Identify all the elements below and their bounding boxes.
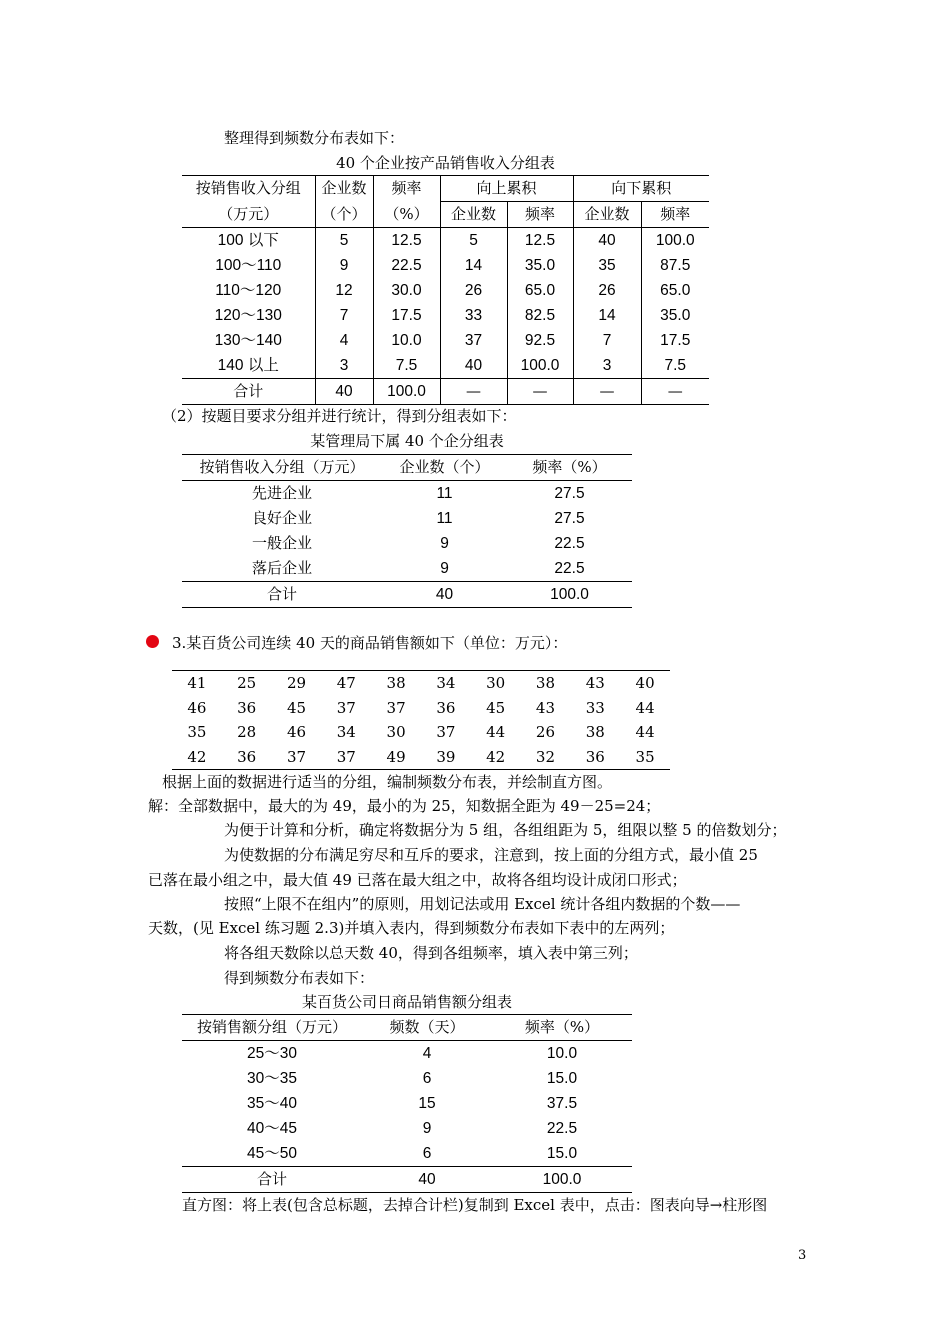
cell: 42 [486,747,506,766]
table2-total-row [182,582,632,608]
cell: 37 [440,328,507,353]
cell: 11 [436,485,453,502]
cell: 44 [635,698,655,717]
cell: 15.0 [546,1070,578,1087]
cell: 9 [315,253,373,278]
cell: 45～50 [247,1145,297,1162]
header-count-l2: （个） [315,202,373,228]
histogram-instruction: 直方图：将上表(包含总标题，去掉合计栏)复制到 Excel 表中，点击：图表向导→柱形图 [182,1196,768,1214]
cell: 45 [286,698,307,717]
cell: 46 [187,698,207,717]
sales-data-table [172,670,670,770]
cell: 29 [286,674,307,692]
cell: 38 [386,674,406,692]
table-row [182,303,709,328]
cell: 一般企业 [251,534,312,552]
cell: 44 [635,723,655,742]
table1-total-row [182,379,709,405]
cell: 37 [336,747,356,766]
cell: 37 [436,723,456,742]
cell: 92.5 [507,328,573,353]
daily-sales-group-table [182,1014,632,1193]
table2-header-row [182,455,632,481]
bullet-dot-icon [146,635,159,648]
cell: 12 [315,278,373,303]
table-row [182,328,709,353]
cell: 落后企业 [251,559,312,577]
cell: 6 [422,1145,432,1162]
table-row [182,278,709,303]
cell: 14 [440,253,507,278]
cell: 30 [486,674,506,692]
cell: 30.0 [373,278,440,303]
cell: 36 [585,747,605,766]
header-freq-l1: 频率 [373,176,440,202]
cell: 25 [237,674,257,692]
cell: 37 [336,698,356,717]
cell: 22.5 [373,253,440,278]
table1-header-row-1 [182,176,709,202]
cell: 36 [436,698,456,717]
cell: 12.5 [507,228,573,254]
cell: 7.5 [641,353,709,379]
cell: 37.5 [546,1095,578,1112]
table-row [182,228,709,254]
cell: 39 [436,747,456,766]
cell: 3 [573,353,641,379]
cell: 30 [386,723,406,742]
cell: 37 [386,698,406,717]
cell: 26 [535,723,556,742]
cell: 40～45 [247,1120,297,1137]
table4-total-row [182,1167,632,1193]
header-count-l1: 企业数 [315,176,373,202]
cell: 45 [486,698,506,717]
paragraph-counting-1: 按照“上限不在组内”的原则，用划记法或用 Excel 统计各组内数据的个数—— [224,895,741,913]
cell: 130～140 [214,332,282,349]
cell: 34 [436,674,456,692]
header-down-cumulative: 向下累积 [573,176,709,202]
table-row [182,353,709,379]
table-row [182,1141,632,1167]
cell: 4 [422,1045,432,1062]
cell: 7 [315,303,373,328]
paragraph-result: 得到频数分布表如下： [224,969,375,987]
cell: 38 [535,674,556,692]
cell: 34 [336,723,356,742]
cell: 36 [237,747,257,766]
table-row [182,253,709,278]
cell: 35 [573,253,641,278]
header-group-l1: 按销售收入分组 [195,179,301,198]
cell: 40 [362,1167,492,1193]
cell: 7.5 [373,353,440,379]
cell: 120～130 [214,307,282,324]
table4-title: 某百货公司日商品销售额分组表 [301,993,512,1011]
cell: 40 [573,228,641,254]
cell: 22.5 [554,535,585,552]
cell: 40 [315,379,373,405]
paragraph-frequency: 将各组天数除以总天数 40，得到各组频率，填入表中第三列； [224,944,638,962]
cell: — [641,379,709,405]
cell: 33 [440,303,507,328]
header-cell: 频率（%） [492,1015,632,1041]
table2-title: 某管理局下属 40 个企分组表 [310,432,504,450]
intro-line: 整理得到频数分布表如下： [224,129,405,147]
header-up-cumulative: 向上累积 [440,176,573,202]
cell: 32 [535,747,556,766]
cell: 36 [237,698,257,717]
table-row [182,1116,632,1141]
cell: 9 [440,535,449,552]
header-cell: 按销售额分组（万元） [182,1015,362,1041]
cell: 15 [418,1095,436,1112]
paragraph-closed-form-2: 已落在最小组之中，最大值 49 已落在最大组之中，故将各组均设计成闭口形式； [148,871,687,889]
header-down-freq: 频率 [641,202,709,228]
cell: 100 以下 [217,232,279,249]
paragraph-closed-form-1: 为使数据的分布满足穷尽和互斥的要求，注意到，按上面的分组方式，最小值 25 [224,846,758,864]
cell: 合计 [182,379,315,405]
cell: 22.5 [554,560,585,577]
cell: 5 [315,228,373,254]
cell: — [573,379,641,405]
table-row [182,1066,632,1091]
cell: 100.0 [492,1167,632,1193]
cell: — [507,379,573,405]
cell: 25～30 [247,1045,297,1062]
cell: 26 [573,278,641,303]
cell: — [440,379,507,405]
cell: 65.0 [641,278,709,303]
cell: 37 [286,747,307,766]
cell: 9 [422,1120,432,1137]
page-number: 3 [798,1248,807,1263]
cell: 6 [422,1070,432,1087]
cell: 合计 [182,1167,362,1193]
cell: 38 [585,723,605,742]
cell: 140 以上 [217,357,279,374]
cell: 82.5 [507,303,573,328]
table-row [182,506,632,531]
table-row [172,745,670,770]
cell: 合计 [182,582,382,608]
header-up-freq: 频率 [507,202,573,228]
cell: 12.5 [373,228,440,254]
cell: 65.0 [507,278,573,303]
cell: 100.0 [507,582,632,608]
cell: 11 [436,510,453,527]
header-cell: 频率（%） [507,455,632,481]
table-row [172,720,670,745]
table4-header-row [182,1015,632,1041]
cell: 4 [315,328,373,353]
table1-title: 40 个企业按产品销售收入分组表 [336,154,555,172]
cell: 30～35 [247,1070,297,1087]
table-row [172,671,670,696]
table-row [172,696,670,721]
paragraph-solution: 解：全部数据中，最大的为 49，最小的为 25，知数据全距为 49－25=24； [148,797,661,815]
cell: 15.0 [546,1145,578,1162]
cell: 110～120 [215,282,282,299]
cell: 17.5 [641,328,709,353]
cell: 40 [382,582,507,608]
cell: 良好企业 [251,509,312,527]
cell: 27.5 [554,510,585,527]
cell: 3 [315,353,373,379]
cell: 43 [535,698,556,717]
cell: 22.5 [546,1120,578,1137]
cell: 28 [237,723,257,742]
cell: 43 [585,674,605,692]
table-row [182,1091,632,1116]
cell: 35～40 [247,1095,297,1112]
cell: 46 [286,723,307,742]
cell: 40 [635,674,655,692]
cell: 10.0 [546,1045,578,1062]
cell: 87.5 [641,253,709,278]
cell: 14 [573,303,641,328]
cell: 47 [336,674,356,692]
paragraph-grouping: 为便于计算和分析，确定将数据分为 5 组，各组组距为 5，组限以整 5 的倍数划分； [224,821,787,839]
management-group-table [182,454,632,608]
cell: 5 [440,228,507,254]
cell: 100.0 [507,353,573,379]
cell: 35.0 [641,303,709,328]
income-group-table [182,175,709,405]
table1-header-row-2 [182,202,709,228]
header-down-count: 企业数 [573,202,641,228]
table-row [182,481,632,507]
header-group-l2: （万元） [182,202,315,228]
cell: 100.0 [373,379,440,405]
header-up-count: 企业数 [440,202,507,228]
table-row [182,556,632,582]
cell: 40 [440,353,507,379]
cell: 10.0 [373,328,440,353]
cell: 17.5 [373,303,440,328]
cell: 先进企业 [251,484,312,502]
cell: 41 [187,674,207,692]
table-row [182,531,632,556]
cell: 100.0 [641,228,709,254]
header-cell: 频数（天） [362,1015,492,1041]
cell: 42 [187,747,207,766]
cell: 100～110 [215,257,282,274]
cell: 35.0 [507,253,573,278]
part2-line: （2）按题目要求分组并进行统计，得到分组表如下： [162,407,517,425]
table-row [182,1041,632,1067]
cell: 35 [187,723,207,742]
cell: 44 [486,723,506,742]
cell: 27.5 [554,485,585,502]
cell: 26 [440,278,507,303]
cell: 35 [635,747,655,766]
cell: 33 [585,698,605,717]
cell: 49 [386,747,406,766]
question-3: 3.某百货公司连续 40 天的商品销售额如下（单位：万元）： [172,634,568,652]
cell: 9 [440,560,449,577]
paragraph-counting-2: 天数，(见 Excel 练习题 2.3)并填入表内，得到频数分布表如下表中的左两列； [148,919,675,937]
header-freq-l2: （%） [373,202,440,228]
header-cell: 按销售收入分组（万元） [182,455,382,481]
cell: 7 [573,328,641,353]
paragraph-task: 根据上面的数据进行适当的分组，编制频数分布表，并绘制直方图。 [162,773,613,791]
header-cell: 企业数（个） [382,455,507,481]
